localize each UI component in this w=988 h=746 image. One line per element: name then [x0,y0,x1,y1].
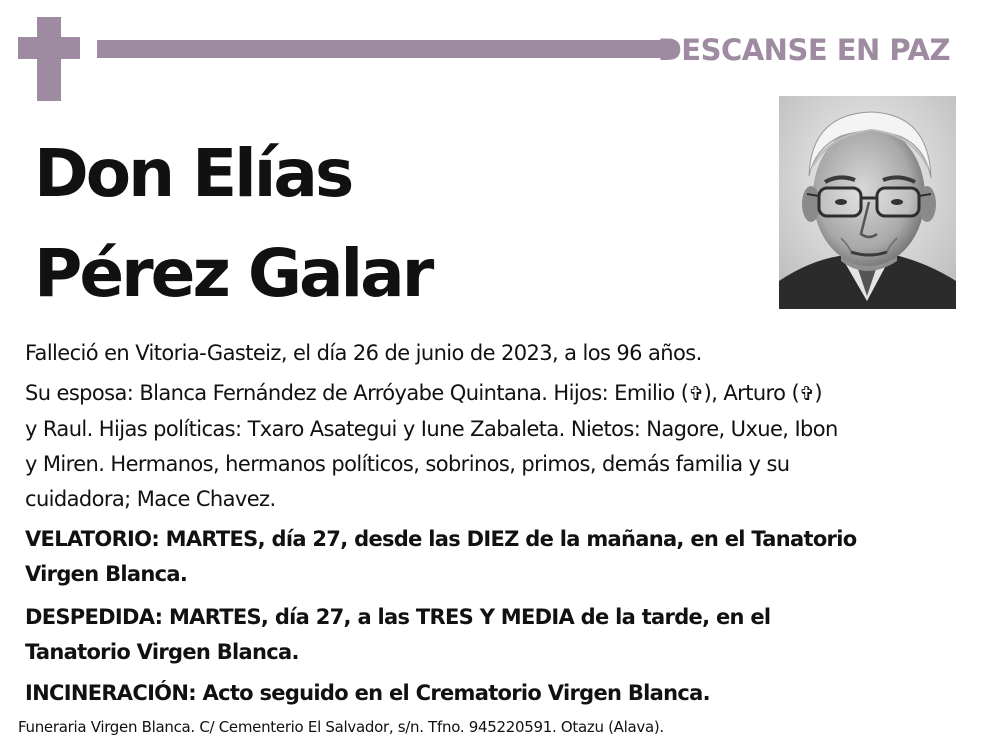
farewell-info-cont: Tanatorio Virgen Blanca. [25,640,299,664]
family-line: y Miren. Hermanos, hermanos políticos, sobrinos, primos, demás familia y su [25,452,790,476]
family-line [25,376,960,412]
family-line: y Raul. Hijas políticas: Txaro Asategui y Iune Zabaleta. Nietos: Nagore, Uxue, Ibon [25,417,838,441]
death-notice: Falleció en Vitoria-Gasteiz, el día 26 de junio de 2023, a los 96 años. [25,341,702,365]
rest-in-peace-label: DESCANSE EN PAZ [657,33,950,67]
family-paragraph [25,376,960,517]
wake-info-cont: Virgen Blanca. [25,562,188,586]
family-text: ) [814,381,822,405]
deceased-cross-icon: ✞ [688,383,704,405]
funeral-home-footer: Funeraria Virgen Blanca. C/ Cementerio El Salvador, s/n. Tfno. 945220591. Otazu (Alava). [18,718,664,736]
wake-info: VELATORIO: MARTES, día 27, desde las DIEZ de la mañana, en el Tanatorio [25,527,857,551]
header-divider-bar [97,40,675,58]
cremation-info: INCINERACIÓN: Acto seguido en el Crematorio Virgen Blanca. [25,681,710,705]
deceased-cross-icon: ✞ [799,383,815,405]
deceased-name-first: Don Elías [34,135,352,212]
family-line: cuidadora; Mace Chavez. [25,487,276,511]
family-text: ), Arturo ( [703,381,800,405]
deceased-name-last: Pérez Galar [34,235,432,312]
portrait-photo [779,96,956,309]
latin-cross-icon-arm [18,37,80,59]
family-text: Su esposa: Blanca Fernández de Arróyabe Quintana. Hijos: Emilio ( [25,381,689,405]
farewell-info: DESPEDIDA: MARTES, día 27, a las TRES Y MEDIA de la tarde, en el [25,605,771,629]
latin-cross-icon [37,17,61,101]
